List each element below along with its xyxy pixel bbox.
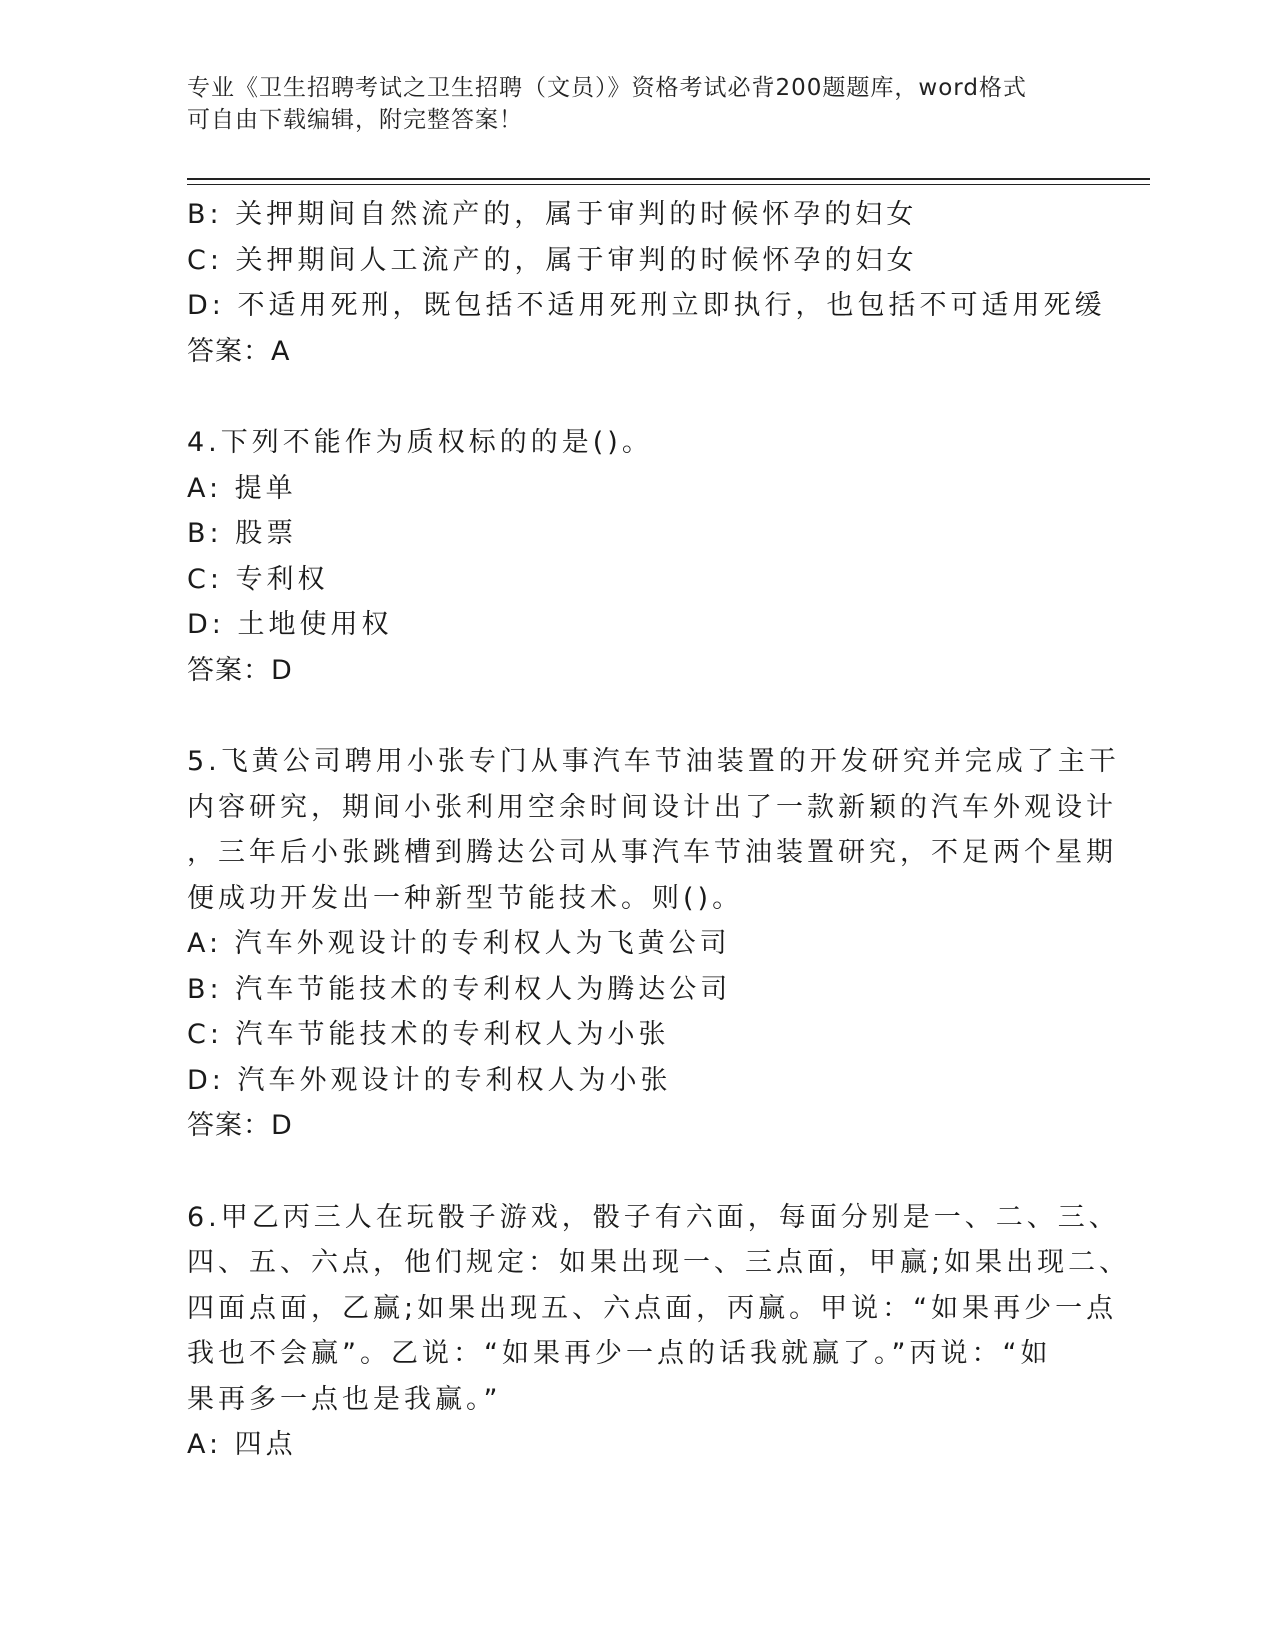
header-title-line-1: 专业《卫生招聘考试之卫生招聘（文员）》资格考试必背200题题库，word格式: [187, 75, 1027, 101]
option-b: B: 关押期间自然流产的，属于审判的时候怀孕的妇女: [187, 199, 918, 230]
option-d: D: 土地使用权: [187, 609, 393, 640]
answer: 答案：D: [187, 654, 293, 686]
question-text-line: 6.甲乙丙三人在玩骰子游戏，骰子有六面，每面分别是一、二、三、: [187, 1201, 1120, 1233]
answer: 答案：D: [187, 1110, 293, 1141]
option-a: A: 汽车外观设计的专利权人为飞黄公司: [187, 928, 731, 959]
header-divider: [187, 178, 1150, 185]
question-4: [187, 420, 1087, 693]
option-c: C: 汽车节能技术的专利权人为小张: [187, 1019, 670, 1050]
option-c: C: 专利权: [187, 563, 329, 595]
question-text-line: 便成功开发出一种新型节能技术。则()。: [187, 882, 744, 914]
question-5: [187, 739, 1120, 1149]
question-text-line: 四面点面，乙赢;如果出现五、六点面，丙赢。甲说：“如果再少一点: [187, 1292, 1118, 1324]
document-body: [187, 192, 1131, 1468]
question-3-continued: [187, 192, 1106, 374]
option-d: D: 汽车外观设计的专利权人为小张: [187, 1064, 672, 1096]
question-text-line: 四、五、六点，他们规定：如果出现一、三点面，甲赢;如果出现二、: [187, 1247, 1131, 1278]
question-text-line: 5.飞黄公司聘用小张专门从事汽车节油装置的开发研究并完成了主干: [187, 746, 1120, 777]
option-d: D: 不适用死刑，既包括不适用死刑立即执行，也包括不可适用死缓: [187, 290, 1106, 321]
question-text-line: ，三年后小张跳槽到腾达公司从事汽车节油装置研究，不足两个星期: [187, 837, 1117, 868]
option-a: A: 提单: [187, 472, 297, 504]
header-title-line-2: 可自由下载编辑，附完整答案！: [187, 107, 523, 133]
question-text-line: 我也不会赢”。乙说：“如果再少一点的话我就赢了。”丙说：“如: [187, 1338, 1052, 1369]
question-text-line: 内容研究，期间小张利用空余时间设计出了一款新颖的汽车外观设计: [187, 791, 1117, 823]
option-c: C: 关押期间人工流产的，属于审判的时候怀孕的妇女: [187, 244, 918, 276]
option-b: B: 股票: [187, 518, 298, 549]
question-text: 4.下列不能作为质权标的的是()。: [187, 427, 653, 458]
document-header: [187, 72, 1067, 136]
answer: 答案：A: [187, 335, 291, 367]
option-a: A: 四点: [187, 1429, 297, 1460]
option-b: B: 汽车节能技术的专利权人为腾达公司: [187, 973, 732, 1005]
question-text-line: 果再多一点也是我赢。”: [187, 1383, 502, 1415]
question-6: [187, 1195, 1131, 1468]
